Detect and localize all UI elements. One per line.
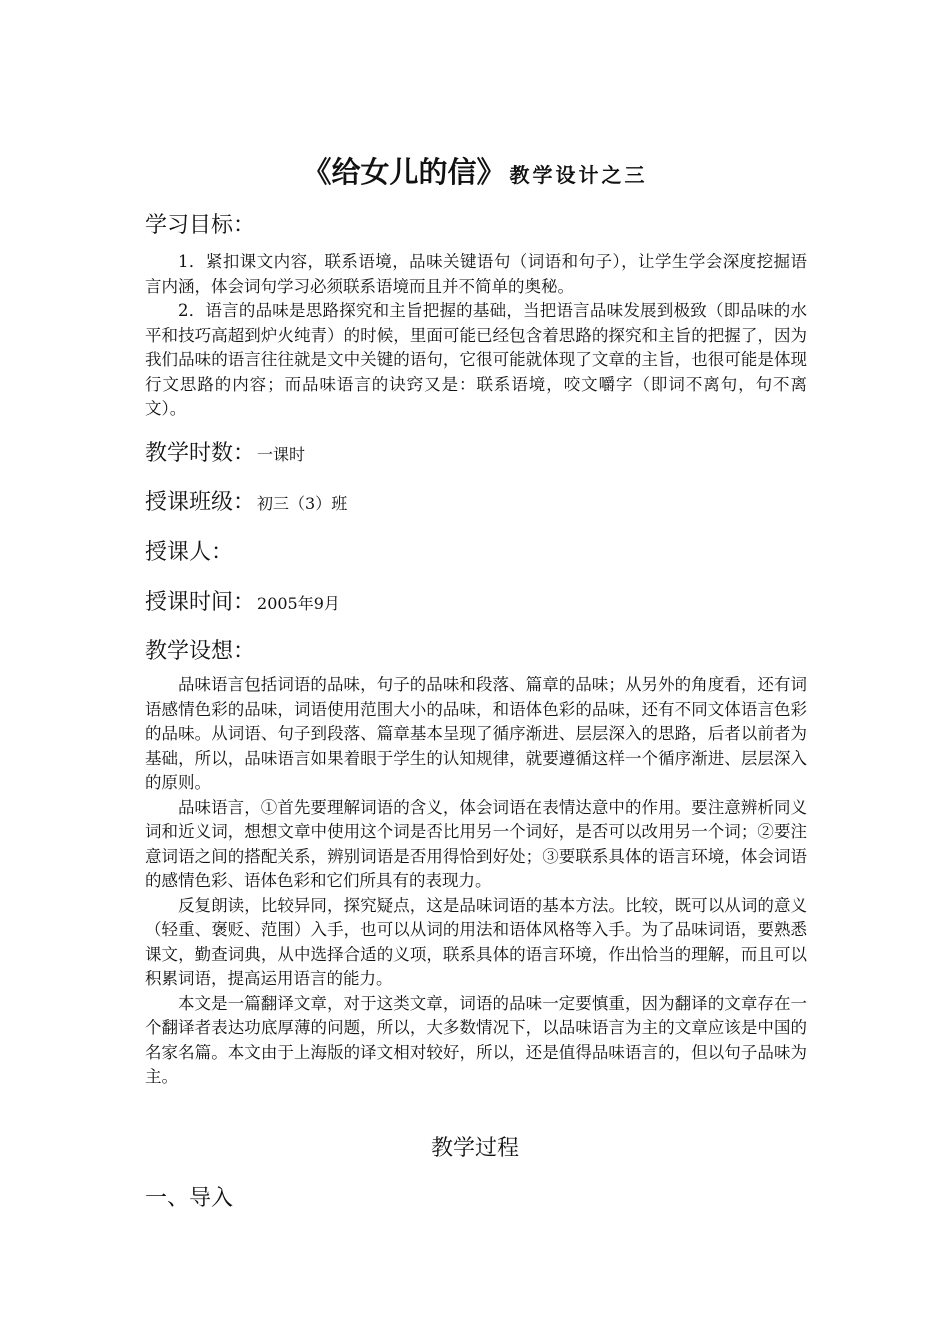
date-row (145, 585, 340, 616)
hours-row (145, 436, 305, 467)
class-label: 授课班级： (145, 490, 256, 515)
process-heading: 教学过程 (430, 1136, 519, 1161)
hours-label: 教学时数： (145, 441, 256, 466)
objective-item-1: 1．紧扣课文内容，联系语境，品味关键语句（词语和句子），让学生学会深度挖掘语言内涵，体会词句学习必须联系语境而且并不简单的奥秘。 (145, 252, 807, 296)
hours-value: 一课时 (257, 445, 306, 464)
idea-paragraph-1: 品味语言包括词语的品味，句子的品味和段落、篇章的品味；从另外的角度看，还有词语感情色彩的品味，词语使用范围大小的品味，和语体色彩的品味，还有不同文体语言色彩的品味。从词语、句子到段落、篇章基本呈现了循序渐进、层层深入的思路，后者以前者为基础，所以，品味语言如果着眼于学生的认知规律，就要遵循这样一个循序渐进、层层深入的原则。 (145, 675, 807, 792)
class-row (145, 485, 347, 516)
title-main: 《给女儿的信》 (302, 155, 506, 189)
objectives-heading: 学习目标： (145, 213, 256, 238)
idea-paragraph-3: 反复朗读，比较异同，探究疑点，这是品味词语的基本方法。比较，既可以从词的意义（轻重、褒贬、范围）入手，也可以从词的用法和语体风格等入手。为了品味词语，要熟悉课文，勤查词典，从中选择合适的义项，联系具体的语言环境，作出恰当的理解，而且可以积累词语，提高运用语言的能力。 (145, 895, 807, 988)
teacher-label: 授课人： (145, 540, 234, 565)
objective-item-2: 2．语言的品味是思路探究和主旨把握的基础，当把语言品味发展到极致（即品味的水平和技巧高超到炉火纯青）的时候，里面可能已经包含着思路的探究和主旨的把握了，因为我们品味的语言往往就是文中关键的语句，它很可能就体现了文章的主旨，也很可能是体现行文思路的内容；而品味语言的诀窍又是：联系语境，咬文嚼字（即词不离句，句不离文）。 (145, 301, 807, 418)
teacher-row (145, 535, 233, 566)
document-title (0, 150, 950, 191)
idea-heading: 教学设想： (145, 639, 256, 664)
idea-body (145, 673, 807, 1090)
objectives-body (145, 250, 807, 422)
section-intro-heading: 一、导入 (145, 1186, 234, 1211)
date-value: 2005年9月 (257, 594, 340, 613)
idea-paragraph-2: 品味语言，①首先要理解词语的含义，体会词语在表情达意中的作用。要注意辨析同义词和近义词，想想文章中使用这个词是否比用另一个词好，是否可以改用另一个词；②要注意词语之间的搭配关系，辨别词语是否用得恰到好处；③要联系具体的语言环境，体会词语的感情色彩、语体色彩和它们所具有的表现力。 (145, 797, 807, 890)
date-label: 授课时间： (145, 590, 256, 615)
title-sub: 教学设计之三 (509, 163, 648, 187)
idea-paragraph-4: 本文是一篇翻译文章，对于这类文章，词语的品味一定要慎重，因为翻译的文章存在一个翻译者表达功底厚薄的问题，所以，大多数情况下，以品味语言为主的文章应该是中国的名家名篇。本文由于上海版的译文相对较好，所以，还是值得品味语言的，但以句子品味为主。 (145, 993, 807, 1086)
class-value: 初三（3）班 (257, 494, 348, 513)
